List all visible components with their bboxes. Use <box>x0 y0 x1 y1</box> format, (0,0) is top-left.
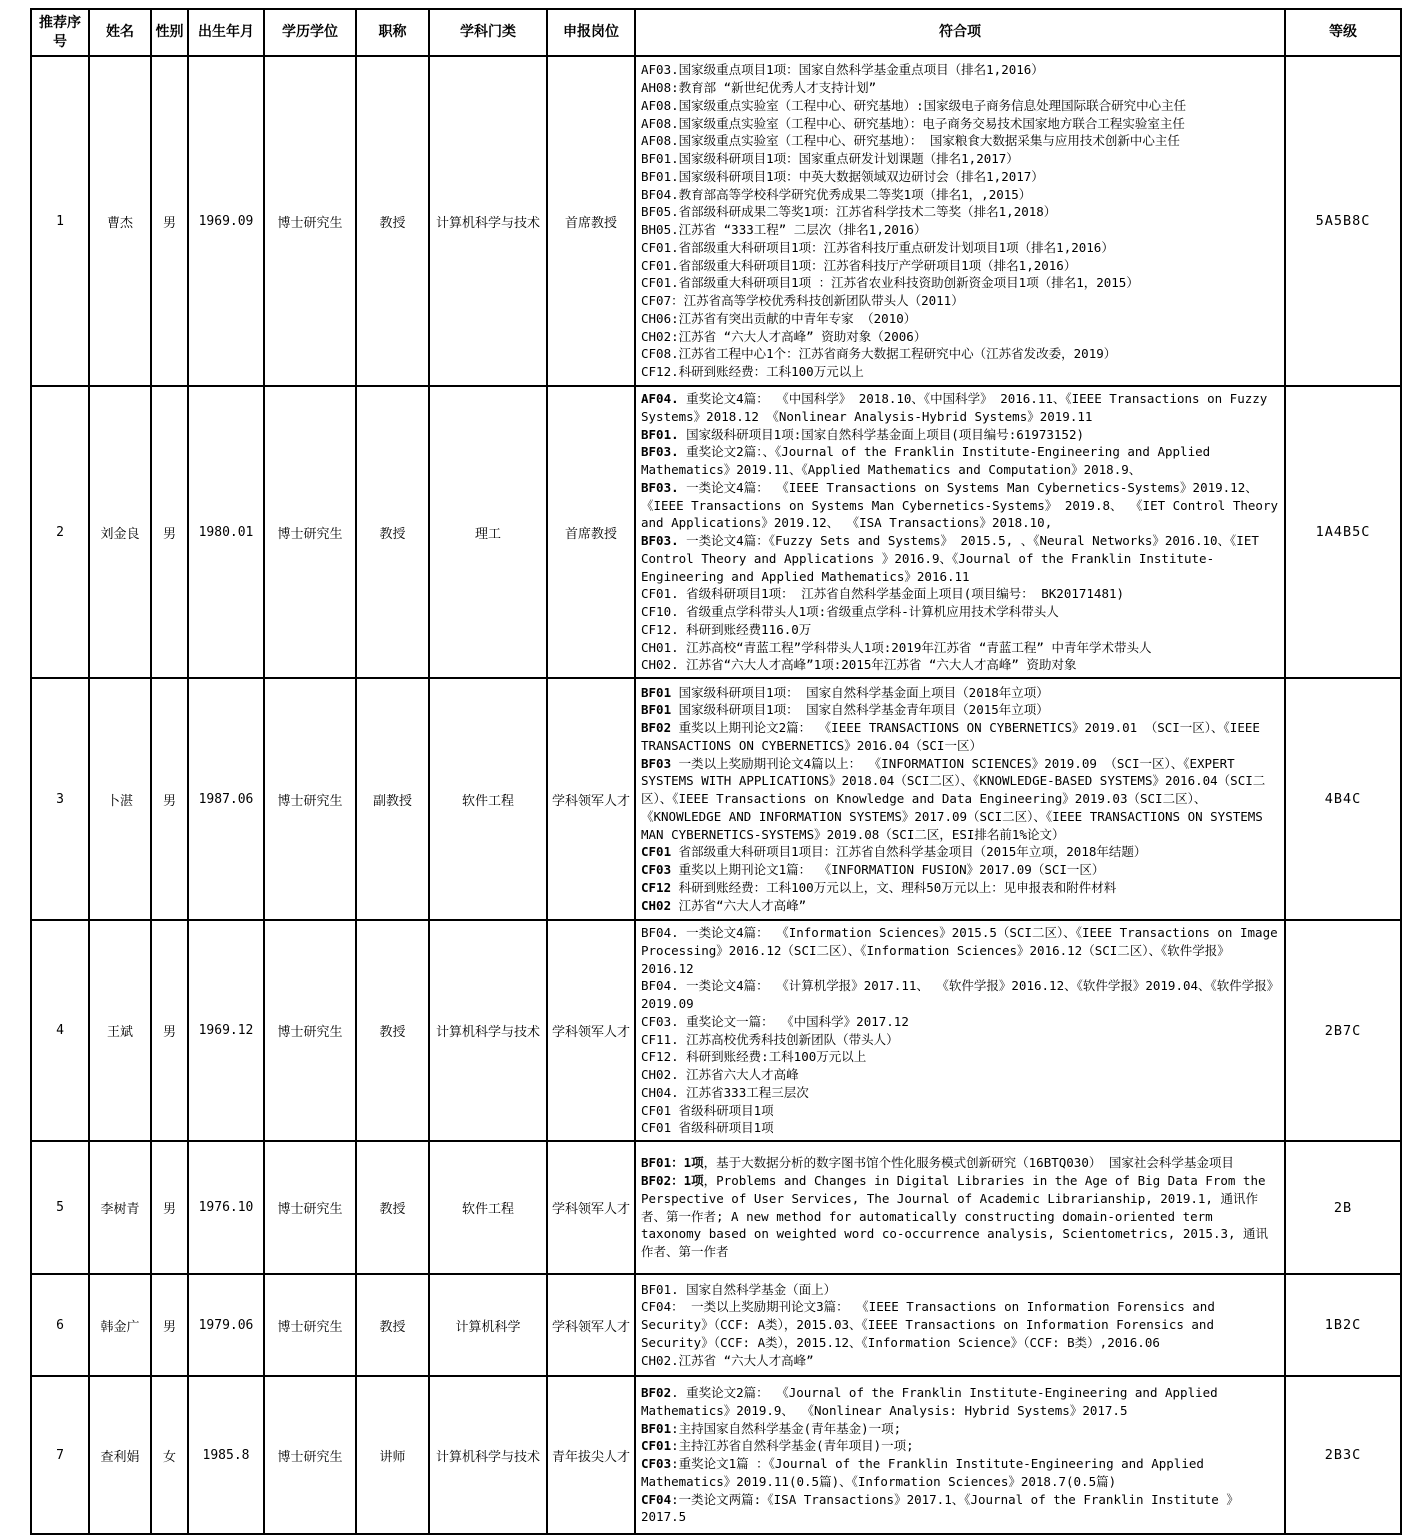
cell-degree: 博士研究生 <box>264 1274 356 1376</box>
qualification-item <box>641 79 1278 97</box>
qualification-item <box>641 1066 1278 1084</box>
qualification-item <box>641 390 1278 426</box>
cell-grade: 4B4C <box>1285 678 1401 920</box>
qualification-text: :主持国家自然科学基金(青年基金)一项; <box>671 1420 902 1436</box>
qualification-item <box>641 639 1278 657</box>
qualification-text: BF04. 一类论文4篇： 《Information Sciences》2015.5（SCI二区）、《IEEE Transactions on Image Processing》2016.12（SCI二区）、《Information Sciences》2016.12（SCI二区）、《软件学报》2016.12 <box>641 925 1278 976</box>
qualification-text: CF03. 重奖论文一篇： 《中国科学》2017.12 <box>641 1013 909 1029</box>
qualification-text: 重奖以上期刊论文1篇： 《INFORMATION FUSION》2017.09（SCI一区） <box>671 862 1105 878</box>
cell-discipline: 软件工程 <box>429 1141 547 1274</box>
qualification-code: BF03. <box>641 533 679 548</box>
cell-name: 刘金良 <box>89 386 151 678</box>
qualification-item <box>641 585 1278 603</box>
qualification-text: 江苏省“六大人才高峰” <box>671 897 807 913</box>
cell-birth-date: 1969.09 <box>188 56 264 386</box>
cell-degree: 博士研究生 <box>264 1376 356 1534</box>
qualification-item <box>641 239 1278 257</box>
cell-birth-date: 1980.01 <box>188 386 264 678</box>
qualification-text: 省部级重大科研项目1项目：江苏省自然科学基金项目（2015年立项，2018年结题） <box>671 844 1147 860</box>
cell-qualifying-items <box>635 1376 1285 1534</box>
qualification-item <box>641 1352 1278 1370</box>
qualification-item <box>641 186 1278 204</box>
cell-degree: 博士研究生 <box>264 386 356 678</box>
header-cell: 等级 <box>1285 9 1401 56</box>
qualification-item <box>641 1048 1278 1066</box>
qualification-item <box>641 1455 1278 1491</box>
cell-discipline: 计算机科学与技术 <box>429 920 547 1141</box>
qualification-text: CF07：江苏省高等学校优秀科技创新团队带头人（2011） <box>641 293 964 308</box>
cell-job-title: 教授 <box>356 920 429 1141</box>
qualification-text: 重奖论文2篇：、《Journal of the Franklin Institute-Engineering and Applied Mathematics》2019.11、《Applied Mathematics and Computation》2018.9、 <box>641 444 1211 477</box>
cell-gender: 男 <box>151 386 188 678</box>
qualification-text: AF03.国家级重点项目1项：国家自然科学基金重点项目（排名1,2016） <box>641 62 1044 78</box>
qualification-text: 一类论文4篇： 《IEEE Transactions on Systems Man Cybernetics-Systems》2019.12、 《IEEE Transactions on Systems Man Cybernetics-Systems》 2019.8、 《IET Control Theory and Applications》2019.12、 《ISA Transactions》2018.10, <box>641 479 1278 531</box>
cell-birth-date: 1969.12 <box>188 920 264 1141</box>
qualification-item <box>641 1031 1278 1049</box>
qualification-item <box>641 1384 1278 1420</box>
qualification-text: 重奖以上期刊论文2篇： 《IEEE TRANSACTIONS ON CYBERNETICS》2019.01 （SCI一区）、《IEEE TRANSACTIONS ON CYBERNETICS》2016.04（SCI一区） <box>641 720 1260 753</box>
qualification-item <box>641 274 1278 292</box>
qualification-code: CF04 <box>641 1491 672 1507</box>
qualification-item <box>641 656 1278 674</box>
cell-degree: 博士研究生 <box>264 56 356 386</box>
qualification-text: ，Problems and Changes in Digital Libraries in the Age of Big Data From the Perspective of User Services, The Journal of Academic Librarianship, 2019.1, 通讯作者、第一作者; A new method for automatically constructing domain-oriented term taxonomy based on weighted word co-occurrence analysis, Scientometrics, 2015.3, 通讯作者、第一作者 <box>641 1173 1269 1259</box>
cell-serial-number: 1 <box>31 56 89 386</box>
cell-serial-number: 2 <box>31 386 89 678</box>
cell-birth-date: 1987.06 <box>188 678 264 920</box>
cell-qualifying-items <box>635 56 1285 386</box>
qualification-text: AF08.国家级重点实验室（工程中心、研究基地）:国家级电子商务信息处理国际联合研究中心主任 <box>641 97 1187 113</box>
cell-grade: 2B <box>1285 1141 1401 1274</box>
qualification-text: BH05.江苏省 “333工程” 二层次（排名1,2016） <box>641 222 927 237</box>
qualification-text: :一类论文两篇:《ISA Transactions》2017.1、《Journal of the Franklin Institute 》2017.5 <box>641 1491 1239 1525</box>
cell-job-title: 教授 <box>356 1274 429 1376</box>
qualification-item <box>641 1154 1278 1172</box>
table-row <box>31 920 1401 1141</box>
cell-name: 查利娟 <box>89 1376 151 1534</box>
qualification-item <box>641 684 1278 702</box>
qualification-text: ，基于大数据分析的数字图书馆个性化服务模式创新研究（16BTQ030） 国家社会科学基金项目 <box>703 1155 1234 1171</box>
cell-grade: 5A5B8C <box>1285 56 1401 386</box>
qualification-text: . 重奖论文2篇： 《Journal of the Franklin Institute-Engineering and Applied Mathematics》2019.9、 《Nonlinear Analysis: Hybrid Systems》2017.5 <box>641 1385 1218 1418</box>
qualification-text: BF05.省部级科研成果二等奖1项：江苏省科学技术二等奖（排名1,2018） <box>641 204 1057 220</box>
qualification-item <box>641 924 1278 977</box>
qualification-text: AF08.国家级重点实验室（工程中心、研究基地）：电子商务交易技术国家地方联合工程实验室主任 <box>641 115 1185 131</box>
table-row <box>31 678 1401 920</box>
table-row <box>31 386 1401 678</box>
qualification-item <box>641 1102 1278 1120</box>
qualification-text: BF01.国家级科研项目1项：国家重点研发计划课题（排名1,2017） <box>641 151 1019 166</box>
cell-qualifying-items <box>635 1141 1285 1274</box>
cell-discipline: 计算机科学 <box>429 1274 547 1376</box>
qualification-item <box>641 897 1278 915</box>
header-cell: 姓名 <box>89 9 151 56</box>
qualification-text: 科研到账经费：工科100万元以上，文、理科50万元以上：见申报表和附件材料 <box>671 879 1117 895</box>
qualification-item <box>641 1172 1278 1261</box>
qualification-item <box>641 426 1278 444</box>
qualification-text: CF01.省部级重大科研项目1项：江苏省科技厅重点研发计划项目1项（排名1,2016） <box>641 239 1114 255</box>
header-cell: 学历学位 <box>264 9 356 56</box>
cell-serial-number: 3 <box>31 678 89 920</box>
qualification-item <box>641 345 1278 363</box>
qualification-item <box>641 1119 1278 1137</box>
qualification-item <box>641 977 1278 1013</box>
cell-serial-number: 6 <box>31 1274 89 1376</box>
qualification-item <box>641 61 1278 79</box>
qualification-item <box>641 479 1278 532</box>
cell-serial-number: 7 <box>31 1376 89 1534</box>
qualification-text: CF08.江苏省工程中心1个：江苏省商务大数据工程研究中心（江苏省发改委，2019） <box>641 346 1117 362</box>
qualification-code: CF03 <box>641 1456 672 1471</box>
cell-applied-position: 学科领军人才 <box>547 1274 635 1376</box>
qualification-item <box>641 292 1278 310</box>
qualification-text: 一类论文4篇：《Fuzzy Sets and Systems》 2015.5, 、《Neural Networks》2016.10、《IET Control Theory and Applications 》2016.9、《Journal of the Franklin Institute-Engineering and Applied Mathematics》2016.11 <box>641 533 1259 584</box>
cell-job-title: 讲师 <box>356 1376 429 1534</box>
qualification-code: BF02 <box>641 720 672 736</box>
cell-grade: 1A4B5C <box>1285 386 1401 678</box>
header-cell: 出生年月 <box>188 9 264 56</box>
qualification-item <box>641 532 1278 585</box>
cell-qualifying-items <box>635 678 1285 920</box>
qualification-item <box>641 1298 1278 1351</box>
cell-serial-number: 4 <box>31 920 89 1141</box>
qualification-text: 一类以上奖励期刊论文4篇以上： 《INFORMATION SCIENCES》2019.09 （SCI一区）、《EXPERT SYSTEMS WITH APPLICATIONS》2018.04（SCI二区）、《KNOWLEDGE-BASED SYSTEMS》2016.04（SCI二区）、《IEEE Transactions on Knowledge and Data Engineering》2019.03（SCI二区）、《KNOWLEDGE AND INFORMATION SYSTEMS》2017.09（SCI二区）、《IEEE TRANSACTIONS ON SYSTEMS MAN CYBERNETICS-SYSTEMS》2019.08（SCI二区，ESI排名前1%论文） <box>641 755 1266 842</box>
table-row <box>31 1376 1401 1534</box>
cell-birth-date: 1979.06 <box>188 1274 264 1376</box>
qualification-text: CH02. 江苏省“六大人才高峰”1项:2015年江苏省 “六大人才高峰” 资助对象 <box>641 657 1077 673</box>
cell-applied-position: 首席教授 <box>547 386 635 678</box>
qualification-text: :主持江苏省自然科学基金(青年项目)一项; <box>671 1438 914 1454</box>
qualification-item <box>641 879 1278 897</box>
qualification-code: AF04. <box>641 391 679 406</box>
qualification-item <box>641 861 1278 879</box>
header-cell: 推荐序号 <box>31 9 89 56</box>
qualification-text: 国家级科研项目1项： 国家自然科学基金面上项目（2018年立项） <box>671 684 1049 700</box>
cell-discipline: 理工 <box>429 386 547 678</box>
qualification-text: CF12.科研到账经费：工科100万元以上 <box>641 364 864 379</box>
cell-discipline: 计算机科学与技术 <box>429 56 547 386</box>
cell-serial-number: 5 <box>31 1141 89 1274</box>
qualification-item <box>641 150 1278 168</box>
cell-job-title: 教授 <box>356 1141 429 1274</box>
cell-job-title: 教授 <box>356 56 429 386</box>
cell-name: 李树青 <box>89 1141 151 1274</box>
cell-name: 王斌 <box>89 920 151 1141</box>
qualification-item <box>641 1420 1278 1438</box>
qualification-text: CF12. 科研到账经费116.0万 <box>641 621 812 637</box>
qualification-text: 国家级科研项目1项:国家自然科学基金面上项目(项目编号:61973152) <box>678 426 1085 442</box>
qualification-code: BF02：1项 <box>641 1173 704 1188</box>
qualification-code: BF01 <box>641 684 672 700</box>
cell-name: 韩金广 <box>89 1274 151 1376</box>
header-cell: 职称 <box>356 9 429 56</box>
qualification-text: BF04.教育部高等学校科学研究优秀成果二等奖1项（排名1，,2015） <box>641 186 1032 202</box>
qualification-item <box>641 1013 1278 1031</box>
cell-degree: 博士研究生 <box>264 1141 356 1274</box>
qualification-text: CF01. 省级科研项目1项： 江苏省自然科学基金面上项目(项目编号： BK20171481) <box>641 586 1125 602</box>
header-cell: 性别 <box>151 9 188 56</box>
qualification-text: CF12. 科研到账经费:工科100万元以上 <box>641 1049 867 1065</box>
qualification-text: CF11. 江苏高校优秀科技创新团队（带头人） <box>641 1031 899 1047</box>
qualification-item <box>641 310 1278 328</box>
qualification-item <box>641 363 1278 381</box>
qualification-code: BF03 <box>641 755 672 771</box>
qualification-code: CF12 <box>641 879 672 895</box>
cell-gender: 男 <box>151 920 188 1141</box>
cell-grade: 2B7C <box>1285 920 1401 1141</box>
cell-qualifying-items <box>635 1274 1285 1376</box>
qualification-item <box>641 1281 1278 1299</box>
qualification-text: CF04： 一类以上奖励期刊论文3篇： 《IEEE Transactions on Information Forensics and Security》（CCF: A类），2015.03、《IEEE Transactions on Information Forensics and Security》（CCF: A类），2015.12、《Information Science》（CCF: B类）,2016.06 <box>641 1299 1215 1350</box>
qualification-code: BF01 <box>641 702 672 718</box>
cell-discipline: 计算机科学与技术 <box>429 1376 547 1534</box>
header-row <box>31 9 1401 56</box>
qualification-text: BF04. 一类论文4篇： 《计算机学报》2017.11、 《软件学报》2016.12、《软件学报》2019.04、《软件学报》2019.09 <box>641 978 1274 1011</box>
table-row <box>31 56 1401 386</box>
qualification-item <box>641 132 1278 150</box>
qualification-item <box>641 115 1278 133</box>
qualification-text: CF10. 省级重点学科带头人1项:省级重点学科-计算机应用技术学科带头人 <box>641 604 1059 619</box>
qualification-item <box>641 603 1278 621</box>
table-body <box>31 56 1401 1534</box>
qualification-code: BF02 <box>641 1385 672 1400</box>
cell-gender: 男 <box>151 678 188 920</box>
cell-gender: 男 <box>151 1274 188 1376</box>
cell-name: 曹杰 <box>89 56 151 386</box>
cell-applied-position: 学科领军人才 <box>547 1141 635 1274</box>
qualification-item <box>641 701 1278 719</box>
qualification-item <box>641 443 1278 479</box>
qualification-text: CH02. 江苏省六大人才高峰 <box>641 1067 799 1082</box>
cell-applied-position: 青年拔尖人才 <box>547 1376 635 1534</box>
qualification-item <box>641 97 1278 115</box>
qualification-item <box>641 328 1278 346</box>
qualification-item <box>641 755 1278 844</box>
qualification-text: 重奖论文4篇： 《中国科学》 2018.10、《中国科学》 2016.11、《IEEE Transactions on Fuzzy Systems》2018.12 《Nonlinear Analysis-Hybrid Systems》2019.11 <box>641 391 1268 424</box>
cell-gender: 女 <box>151 1376 188 1534</box>
qualification-text: CH02.江苏省 “六大人才高峰” <box>641 1352 814 1368</box>
qualification-text: CH02:江苏省 “六大人才高峰” 资助对象（2006） <box>641 328 927 344</box>
cell-applied-position: 学科领军人才 <box>547 920 635 1141</box>
qualification-item <box>641 719 1278 755</box>
qualification-item <box>641 843 1278 861</box>
cell-birth-date: 1985.8 <box>188 1376 264 1534</box>
cell-birth-date: 1976.10 <box>188 1141 264 1274</box>
qualification-text: CH06:江苏省有突出贡献的中青年专家 （2010） <box>641 310 917 326</box>
qualification-text: CF01 省级科研项目1项 <box>641 1102 774 1118</box>
qualification-code: CF01 <box>641 1438 672 1454</box>
qualification-text: CH01. 江苏高校“青蓝工程”学科带头人1项:2019年江苏省 “青蓝工程” 中青年学术带头人 <box>641 639 1152 655</box>
qualification-code: BF01. <box>641 426 679 442</box>
cell-qualifying-items <box>635 920 1285 1141</box>
qualification-text: BF01.国家级科研项目1项：中英大数据领域双边研讨会（排名1,2017） <box>641 168 1044 184</box>
table-row <box>31 1274 1401 1376</box>
qualification-text: AH08:教育部 “新世纪优秀人才支持计划” <box>641 80 877 95</box>
cell-gender: 男 <box>151 1141 188 1274</box>
qualification-code: CH02 <box>641 897 672 913</box>
qualification-code: BF03. <box>641 444 679 460</box>
qualification-text: CH04. 江苏省333工程三层次 <box>641 1084 809 1100</box>
qualification-item <box>641 1437 1278 1455</box>
qualification-text: BF01. 国家自然科学基金（面上） <box>641 1281 837 1297</box>
qualification-item <box>641 168 1278 186</box>
cell-name: 卜湛 <box>89 678 151 920</box>
cell-gender: 男 <box>151 56 188 386</box>
qualification-code: CF01 <box>641 844 672 860</box>
table-row <box>31 1141 1401 1274</box>
qualification-code: BF01 <box>641 1420 672 1436</box>
cell-grade: 2B3C <box>1285 1376 1401 1534</box>
qualification-item <box>641 257 1278 275</box>
qualification-text: :重奖论文1篇 ：《Journal of the Franklin Institute-Engineering and Applied Mathematics》2019.11(0.5篇)、《Information Sciences》2018.7(0.5篇) <box>641 1456 1204 1489</box>
cell-degree: 博士研究生 <box>264 678 356 920</box>
cell-qualifying-items <box>635 386 1285 678</box>
cell-job-title: 教授 <box>356 386 429 678</box>
cell-discipline: 软件工程 <box>429 678 547 920</box>
header-cell: 申报岗位 <box>547 9 635 56</box>
header-cell: 符合项 <box>635 9 1285 56</box>
cell-degree: 博士研究生 <box>264 920 356 1141</box>
cell-applied-position: 学科领军人才 <box>547 678 635 920</box>
cell-applied-position: 首席教授 <box>547 56 635 386</box>
cell-grade: 1B2C <box>1285 1274 1401 1376</box>
qualification-text: AF08.国家级重点实验室（工程中心、研究基地）： 国家粮食大数据采集与应用技术创新中心主任 <box>641 133 1180 149</box>
qualification-item <box>641 203 1278 221</box>
recommendation-table <box>30 8 1402 1535</box>
qualification-text: CF01.省部级重大科研项目1项：江苏省科技厅产学研项目1项（排名1,2016） <box>641 257 1077 273</box>
qualification-item <box>641 621 1278 639</box>
qualification-text: CF01 省级科研项目1项 <box>641 1120 774 1136</box>
qualification-code: BF01：1项 <box>641 1155 704 1171</box>
cell-job-title: 副教授 <box>356 678 429 920</box>
header-cell: 学科门类 <box>429 9 547 56</box>
qualification-code: BF03. <box>641 479 679 495</box>
qualification-text: 国家级科研项目1项： 国家自然科学基金青年项目（2015年立项） <box>671 702 1049 718</box>
qualification-text: CF01.省部级重大科研项目1项 ：江苏省农业科技资助创新资金项目1项（排名1，2015） <box>641 275 1139 291</box>
table-header <box>31 9 1401 56</box>
qualification-item <box>641 1084 1278 1102</box>
qualification-item <box>641 221 1278 239</box>
qualification-code: CF03 <box>641 862 672 878</box>
